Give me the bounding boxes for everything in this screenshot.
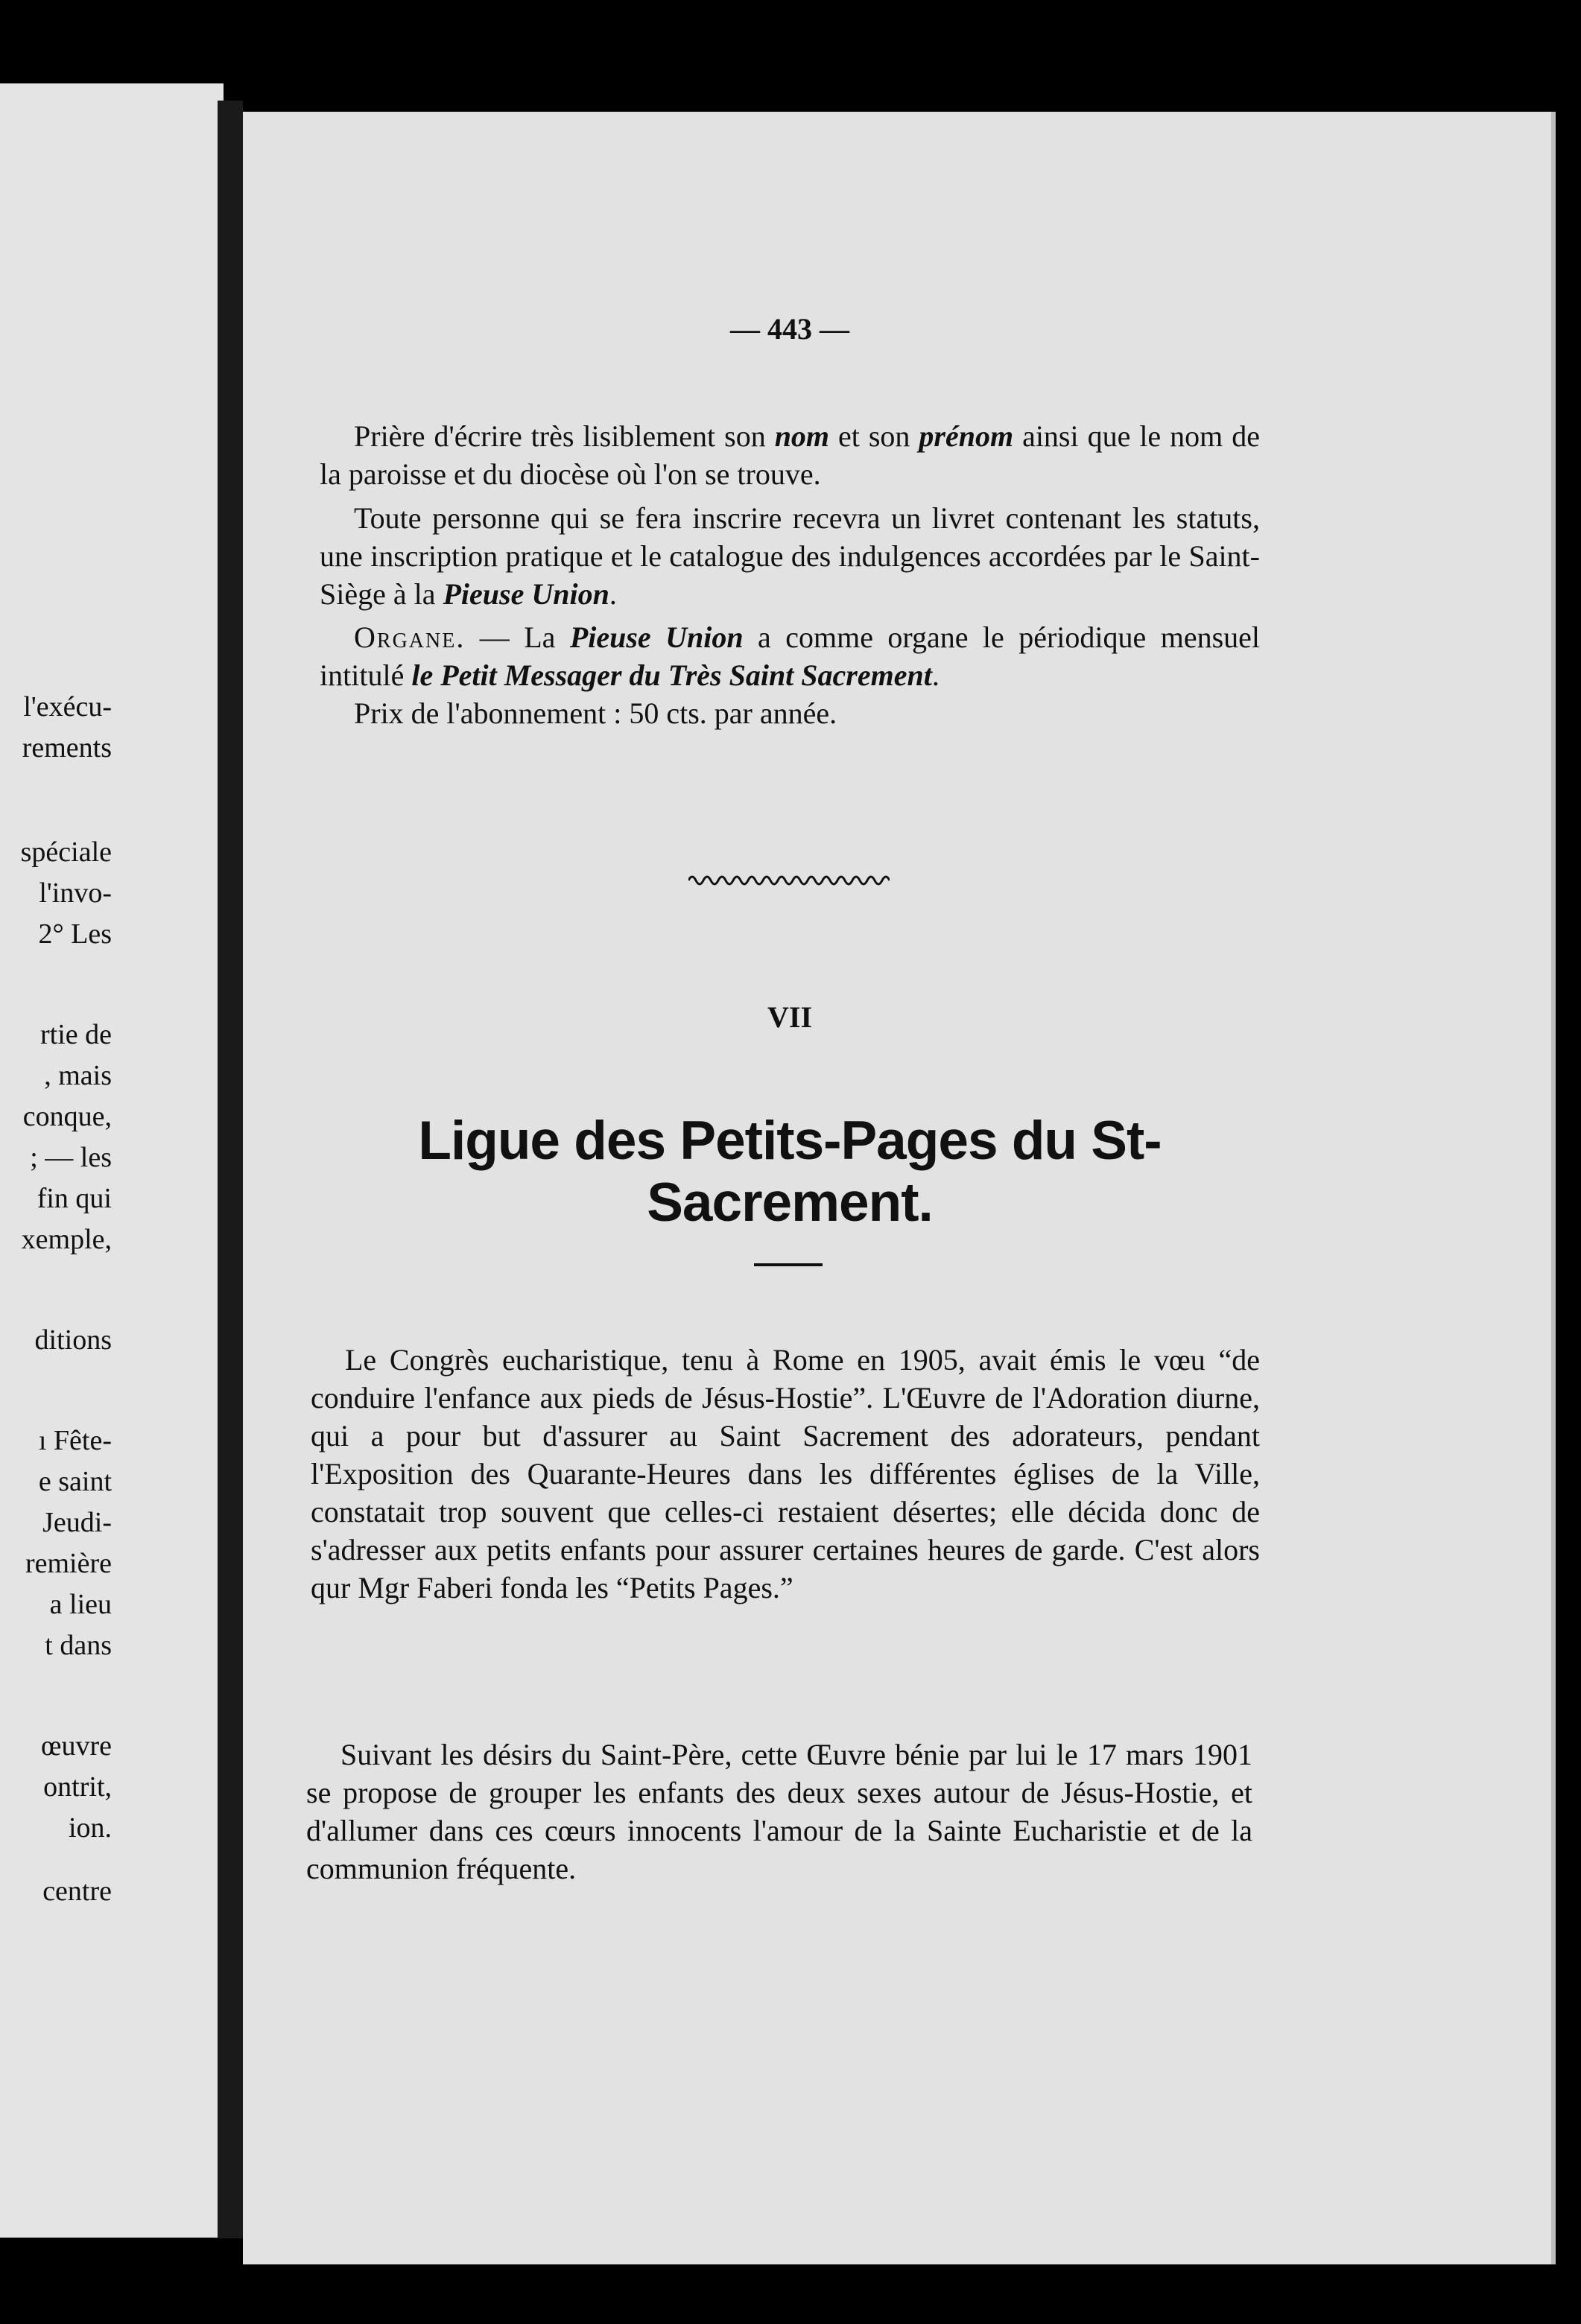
page-edge (1551, 112, 1556, 2264)
left-text-fragment: l'invo- (39, 877, 112, 909)
left-text-fragment: ı Fête- (38, 1425, 112, 1456)
left-text-fragment: conque, (22, 1101, 112, 1132)
left-text-fragment: centre (42, 1876, 112, 1907)
left-text-fragment: t dans (45, 1630, 112, 1661)
left-text-fragment: spéciale (20, 836, 112, 868)
left-text-fragment: rements (22, 732, 112, 763)
right-page (243, 112, 1551, 2264)
book-gutter (218, 101, 243, 2238)
paragraph-congress: Le Congrès eucharistique, tenu à Rome en 1905, avait émis le vœu “de conduire l'enfance aux pieds de Jésus-Hostie”. L'Œuvre de l'Adoration diurne, qui a pour but d'assurer au Saint Sacrement des adorateurs, pendant l'Exposition des Quarante-Heures dans les différentes églises de la Ville, constatait trop souvent que celles-ci restaient désertes; elle décida donc de s'adresser aux petits enfants pour assurer certaines heures de garde. C'est alors qur Mgr Faberi fonda les “Petits Pages.” (311, 1343, 1260, 1604)
paragraph-subscription-price: Prix de l'abonnement : 50 cts. par année. (354, 696, 837, 730)
title-rule (754, 1263, 823, 1266)
paragraph-writing-instructions: Prière d'écrire très lisiblement son nom et son prénom ainsi que le nom de la paroisse et du diocèse où l'on se trouve. (320, 419, 1260, 491)
left-text-fragment: rtie de (39, 1019, 112, 1050)
left-text-fragment: ion. (68, 1812, 112, 1844)
section-number: VII (767, 1000, 813, 1034)
left-text-fragment: 2° Les (38, 918, 112, 950)
left-text-fragment: l'exécu- (23, 691, 112, 723)
left-text-fragment: ditions (34, 1324, 112, 1356)
left-text-fragment: , mais (44, 1060, 112, 1091)
section-title: Ligue des Petits-Pages du St-Sacrement. (418, 1111, 1162, 1233)
left-text-fragment: xemple, (21, 1224, 112, 1255)
left-page (0, 83, 224, 2238)
left-text-fragment: remière (25, 1548, 112, 1579)
ornamental-divider (688, 870, 890, 891)
left-text-fragment: e saint (38, 1466, 112, 1497)
left-text-fragment: fin qui (37, 1183, 112, 1214)
left-text-fragment: ; — les (30, 1142, 112, 1173)
page-number: — 443 — (730, 312, 849, 346)
left-text-fragment: Jeudi- (42, 1507, 112, 1538)
paragraph-registration: Toute personne qui se fera inscrire recevra un livret contenant les statuts, une inscription pratique et le catalogue des indulgences accordées par le Saint-Siège à la Pieuse Union. (320, 501, 1260, 611)
paragraph-holy-father: Suivant les désirs du Saint-Père, cette Œuvre bénie par lui le 17 mars 1901 se propose de grouper les enfants des deux sexes autour de Jésus-Hostie, et d'allumer dans ces cœurs innocents l'amour de la Sainte Eucharistie et de la communion fréquente. (306, 1738, 1252, 1885)
paragraph-organe: Organe. — La Pieuse Union a comme organe le périodique mensuel intitulé le Petit Messager du Très Saint Sacrement. (320, 620, 1261, 692)
left-text-fragment: œuvre (41, 1730, 112, 1762)
left-text-fragment: a lieu (49, 1589, 112, 1620)
left-text-fragment: ontrit, (43, 1771, 112, 1803)
